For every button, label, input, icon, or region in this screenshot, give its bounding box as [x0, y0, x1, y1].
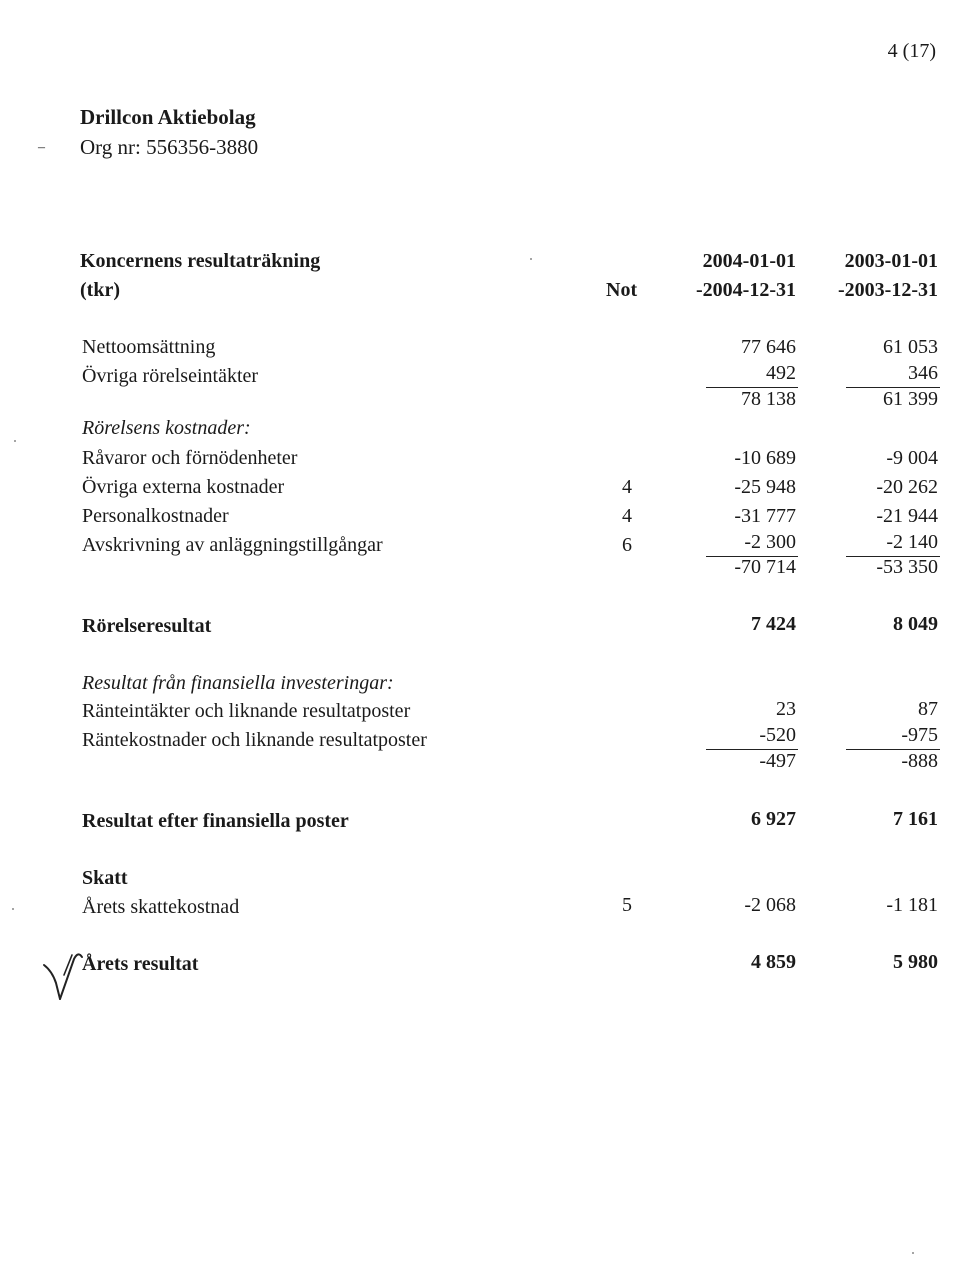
- col-2003-end: -2003-12-31: [838, 279, 938, 301]
- value-2004-efter-finansiella: 6 927: [751, 808, 796, 830]
- section-heading-kostnader: Rörelsens kostnader:: [82, 417, 251, 439]
- value-2003-externa: -20 262: [876, 476, 938, 498]
- value-2004-finansiella-sum: -497: [759, 750, 796, 772]
- value-2004-rantekostnader: -520: [759, 724, 796, 746]
- page-number: 4 (17): [887, 40, 936, 62]
- value-2004-avskrivning: -2 300: [744, 531, 796, 553]
- row-label-arets-resultat: Årets resultat: [82, 953, 199, 975]
- value-2003-ranteintakter: 87: [918, 698, 938, 720]
- note-externa: 4: [622, 476, 632, 498]
- value-2004-skattekostnad: -2 068: [744, 894, 796, 916]
- value-2004-ranteintakter: 23: [776, 698, 796, 720]
- row-label-ovriga-intakter: Övriga rörelseintäkter: [82, 365, 259, 387]
- col-2003-start: 2003-01-01: [844, 250, 938, 272]
- value-2004-kostnader-sum: -70 714: [734, 556, 796, 578]
- row-label-skattekostnad: Årets skattekostnad: [82, 896, 240, 918]
- note-avskrivning: 6: [622, 534, 632, 556]
- row-label-efter-finansiella: Resultat efter finansiella poster: [82, 810, 349, 832]
- org-number: Org nr: 556356-3880: [80, 135, 259, 159]
- row-label-nettoomsattning: Nettoomsättning: [82, 336, 216, 358]
- value-2003-kostnader-sum: -53 350: [876, 556, 938, 578]
- row-label-avskrivning: Avskrivning av anläggningstillgångar: [82, 534, 383, 556]
- row-label-rantekostnader: Räntekostnader och liknande resultatposter: [82, 729, 427, 751]
- row-label-ravaror: Råvaror och förnödenheter: [82, 447, 298, 469]
- value-2004-nettoomsattning: 77 646: [741, 336, 796, 358]
- value-2004-rorelseresultat: 7 424: [751, 613, 796, 635]
- scan-speck: [912, 1252, 914, 1254]
- statement-unit: (tkr): [80, 279, 120, 301]
- value-2003-personal: -21 944: [876, 505, 938, 527]
- value-2003-intakter-sum: 61 399: [883, 388, 938, 410]
- value-2004-ovriga-intakter: 492: [766, 362, 796, 384]
- scan-speck: [14, 440, 16, 442]
- value-2003-ravaror: -9 004: [886, 447, 938, 469]
- row-label-rorelseresultat: Rörelseresultat: [82, 615, 212, 637]
- col-2004-end: -2004-12-31: [696, 279, 796, 301]
- note-column-header: Not: [606, 279, 638, 301]
- value-2003-ovriga-intakter: 346: [908, 362, 938, 384]
- statement-title: Koncernens resultaträkning: [80, 250, 321, 272]
- handwritten-initial-mark: [40, 945, 100, 1005]
- value-2003-avskrivning: -2 140: [886, 531, 938, 553]
- value-2004-intakter-sum: 78 138: [741, 388, 796, 410]
- col-2004-start: 2004-01-01: [702, 250, 796, 272]
- margin-mark: –: [38, 140, 45, 155]
- value-2004-personal: -31 777: [734, 505, 796, 527]
- value-2003-finansiella-sum: -888: [901, 750, 938, 772]
- row-label-externa: Övriga externa kostnader: [82, 476, 285, 498]
- value-2003-rorelseresultat: 8 049: [893, 613, 938, 635]
- value-2003-nettoomsattning: 61 053: [883, 336, 938, 358]
- note-personal: 4: [622, 505, 632, 527]
- row-label-ranteintakter: Ränteintäkter och liknande resultatposter: [82, 700, 411, 722]
- section-heading-skatt: Skatt: [82, 867, 128, 889]
- scan-speck: [12, 908, 14, 910]
- value-2003-efter-finansiella: 7 161: [893, 808, 938, 830]
- company-name: Drillcon Aktiebolag: [80, 105, 256, 129]
- value-2003-arets-resultat: 5 980: [893, 951, 938, 973]
- value-2003-rantekostnader: -975: [901, 724, 938, 746]
- section-heading-finansiella: Resultat från finansiella investeringar:: [82, 672, 394, 694]
- value-2004-externa: -25 948: [734, 476, 796, 498]
- value-2004-ravaror: -10 689: [734, 447, 796, 469]
- scan-speck: [530, 258, 532, 260]
- row-label-personal: Personalkostnader: [82, 505, 229, 527]
- value-2004-arets-resultat: 4 859: [751, 951, 796, 973]
- value-2003-skattekostnad: -1 181: [886, 894, 938, 916]
- note-skattekostnad: 5: [622, 894, 632, 916]
